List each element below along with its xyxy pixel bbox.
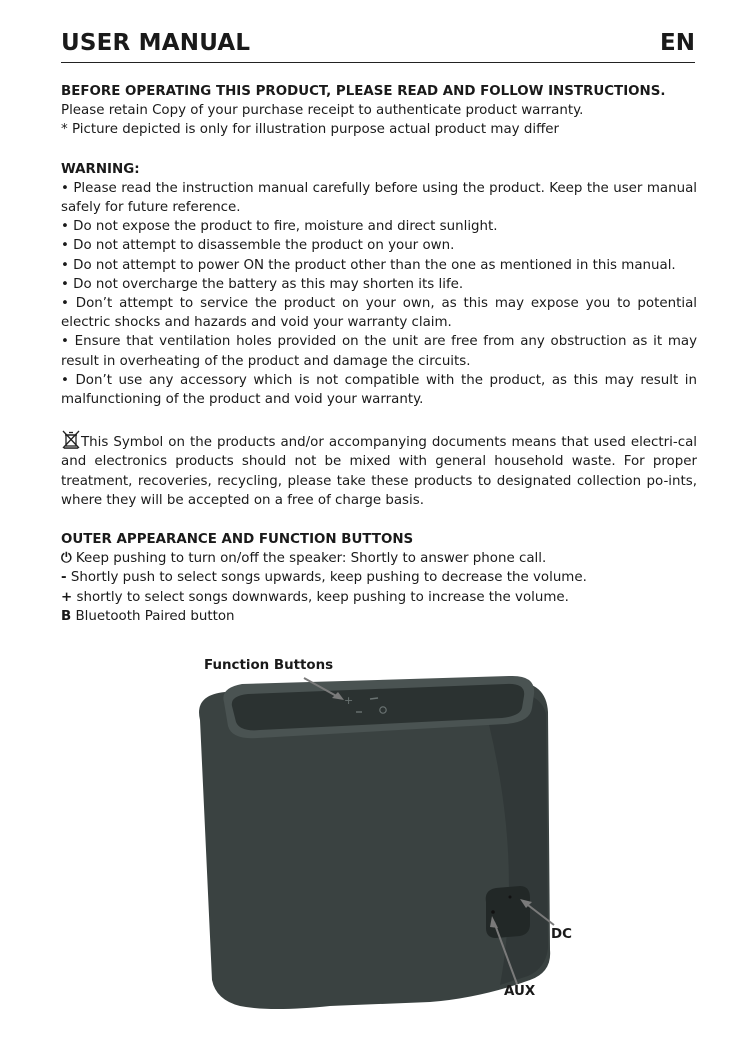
warning-item: • Do not attempt to power ON the product other than the one as mentioned in this manual. bbox=[61, 256, 697, 275]
button-desc: shortly to select songs downwards, keep pushing to increase the volume. bbox=[76, 589, 569, 605]
power-icon: ⏻ bbox=[61, 551, 72, 567]
button-item-bluetooth bbox=[61, 607, 697, 626]
button-item-minus bbox=[61, 568, 697, 587]
button-item-power bbox=[61, 549, 697, 568]
warning-item: • Please read the instruction manual carefully before using the product. Keep the user manual safely for future reference. bbox=[61, 179, 697, 217]
intro-line-1: Please retain Copy of your purchase receipt to authenticate product warranty. bbox=[61, 103, 584, 119]
intro-heading: BEFORE OPERATING THIS PRODUCT, PLEASE READ AND FOLLOW INSTRUCTIONS. bbox=[61, 84, 666, 99]
plus-icon: + bbox=[61, 589, 73, 605]
warning-item: • Do not expose the product to fire, moisture and direct sunlight. bbox=[61, 217, 697, 236]
bluetooth-letter-icon: B bbox=[61, 608, 72, 624]
language-code: EN bbox=[660, 30, 695, 56]
button-item-plus bbox=[61, 588, 697, 607]
warning-item: • Do not overcharge the battery as this may shorten its life. bbox=[61, 275, 697, 294]
intro-line-2: * Picture depicted is only for illustration purpose actual product may differ bbox=[61, 122, 560, 138]
warning-item: • Ensure that ventilation holes provided on the unit are free from any obstruction as it may result in overheating of the product and damage the circuits. bbox=[61, 332, 697, 370]
weee-notice bbox=[61, 429, 697, 510]
button-desc: Bluetooth Paired button bbox=[75, 608, 235, 624]
crossed-bin-icon bbox=[61, 429, 81, 449]
minus-icon: - bbox=[61, 570, 67, 586]
weee-text: This Symbol on the products and/or accompanying documents means that used electri-cal and electronics products should not be mixed with general household waste. For proper treatment, recoveries, recycling, please take these products to designated collection po-ints, where they will be accepted on a free of charge basis. bbox=[61, 435, 697, 508]
dc-port-label: DC bbox=[551, 927, 572, 942]
warning-heading: WARNING: bbox=[61, 161, 140, 177]
manual-body bbox=[61, 82, 697, 626]
button-desc: Keep pushing to turn on/off the speaker: Shortly to answer phone call. bbox=[75, 551, 547, 567]
warning-item: • Don’t attempt to service the product on your own, as this may expose you to potential electric shocks and hazards and void your warranty claim. bbox=[61, 294, 697, 332]
page-header bbox=[61, 30, 695, 63]
speaker-illustration bbox=[180, 650, 600, 1050]
page-title: USER MANUAL bbox=[61, 30, 251, 56]
warning-item: • Don’t use any accessory which is not compatible with the product, as this may result in malfunctioning of the product and void your warranty. bbox=[61, 371, 697, 409]
svg-text:+: + bbox=[344, 694, 354, 707]
aux-port-label: AUX bbox=[504, 984, 536, 999]
button-desc: Shortly push to select songs upwards, keep pushing to decrease the volume. bbox=[70, 570, 587, 586]
speaker-image bbox=[180, 650, 600, 1050]
buttons-heading: OUTER APPEARANCE AND FUNCTION BUTTONS bbox=[61, 532, 414, 548]
warning-item: • Do not attempt to disassemble the product on your own. bbox=[61, 236, 697, 255]
function-buttons-label: Function Buttons bbox=[204, 658, 334, 673]
